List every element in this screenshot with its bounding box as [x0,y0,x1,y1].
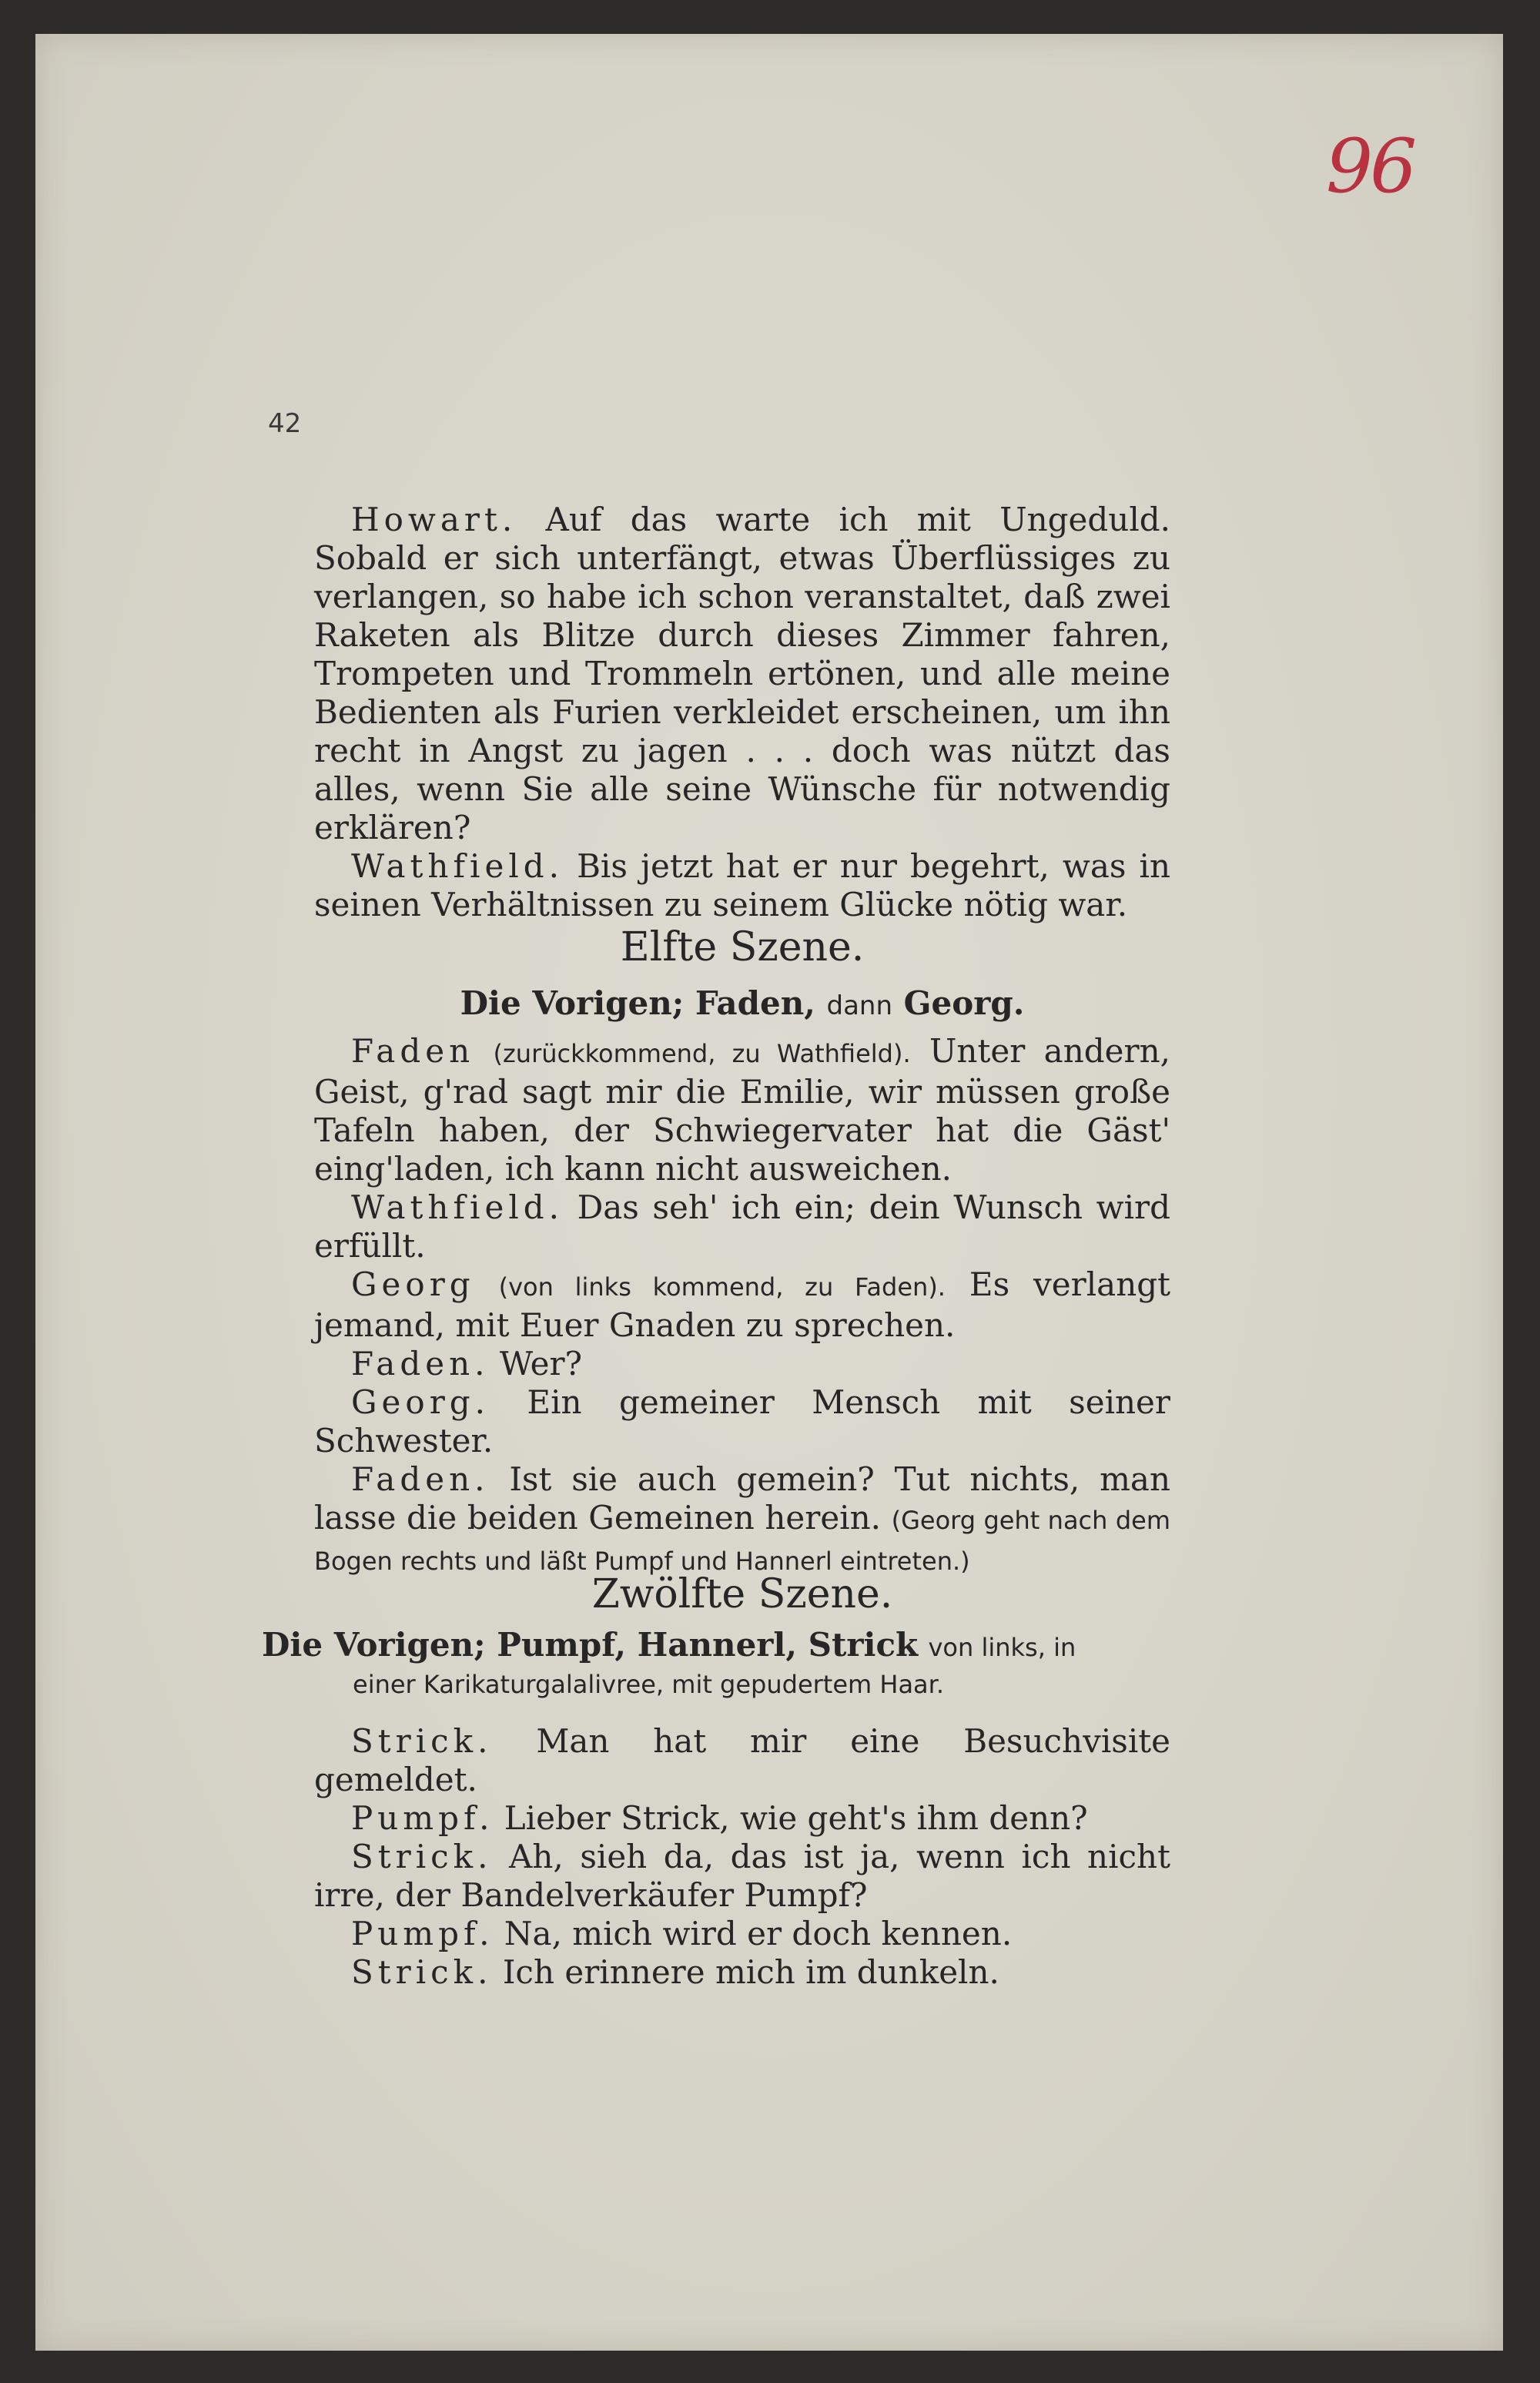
speaker-name: Georg. [351,1383,490,1421]
cast-list-end: Georg. [903,984,1025,1022]
speaker-name: Faden. [351,1460,490,1498]
stage-direction: (zurückkommend, zu Wathfield). [493,1039,911,1068]
dialogue-line [314,1722,1170,1799]
archive-number: 96 [1326,123,1414,209]
line-text: Na, mich wird er doch kennen. [504,1915,1013,1952]
page-number: 42 [268,408,302,439]
dialogue-line [314,1838,1170,1915]
scene-cast [314,984,1170,1022]
dialogue-block-1 [314,501,1170,924]
speaker-name: Strick. [351,1953,493,1991]
dialogue-line [314,1032,1170,1188]
line-text: Es verlangt jemand, mit Euer Gnaden zu sprechen. [314,1265,1171,1344]
speaker-name: Faden. [351,1345,490,1383]
speaker-name: Howart. [351,501,517,538]
dialogue-line [314,1265,1170,1345]
line-text: Ich erinnere mich im dunkeln. [502,1953,999,1991]
dialogue-line [314,1915,1170,1953]
dialogue-line [314,1188,1170,1265]
speaker-name: Georg [351,1265,475,1303]
cast-list: Die Vorigen; Faden, [460,984,815,1022]
scene-heading: Elfte Szene. [620,924,865,970]
stage-direction: (von links kommend, zu Faden). [498,1272,946,1302]
line-text: Das seh' ich ein; dein Wunsch wird erfüllt. [314,1188,1170,1265]
line-text: Bis jetzt hat er nur begehrt, was in seinen Verhältnissen zu seinem Glücke nötig war. [314,847,1170,923]
speaker-name: Wathfield. [351,1188,564,1226]
dialogue-line [314,1799,1170,1838]
line-text: Auf das warte ich mit Ungeduld. Sobald er sich unterfängt, etwas Überflüssiges zu verlangen, so habe ich schon veranstaltet, daß zwei Raketen als Blitze durch dieses Zimmer fahren, Trompeten und Trommeln ertönen, und alle meine Bedienten als Furien verkleidet erscheinen, um ihn recht in Angst zu jagen . . . doch was nützt das alles, wenn Sie alle seine Wünsche für notwendig erklären? [314,501,1170,846]
speaker-name: Strick. [351,1838,493,1875]
cast-connector: dann [826,990,893,1021]
line-text: Man hat mir eine Besuchvisite gemeldet. [314,1722,1170,1798]
dialogue-line [314,501,1170,847]
dialogue-line [314,1383,1170,1460]
scene-heading: Zwölfte Szene. [591,1571,893,1617]
dialogue-block-3 [314,1722,1170,1992]
cast-list: Die Vorigen; Pumpf, Hannerl, Strick [262,1626,919,1664]
speaker-name: Pumpf. [351,1915,494,1952]
dialogue-line [314,1460,1170,1580]
scene-cast [262,1627,1186,1703]
line-text: Wer? [499,1345,583,1383]
cast-direction: von links, in [928,1633,1076,1662]
line-text: Ist sie auch gemein? Tut nichts, man lasse die beiden Gemeinen herein. [314,1460,1170,1537]
dialogue-block-2 [314,1032,1170,1580]
line-text: Lieber Strick, wie geht's ihm denn? [504,1799,1088,1837]
speaker-name: Faden [351,1032,475,1070]
speaker-name: Wathfield. [351,847,564,885]
dialogue-line [314,847,1170,924]
line-text: Unter andern, Geist, g'rad sagt mir die Emilie, wir müssen große Tafeln haben, der Schwiegervater hat die Gäst' eing'laden, ich kann nicht ausweichen. [314,1032,1170,1188]
cast-direction-continued: einer Karikaturgalalivree, mit gepudertem Haar. [353,1670,945,1699]
line-text: Ah, sieh da, das ist ja, wenn ich nicht irre, der Bandelverkäufer Pumpf? [314,1838,1170,1914]
speaker-name: Strick. [351,1722,493,1760]
line-text: Ein gemeiner Mensch mit seiner Schwester. [314,1383,1170,1460]
dialogue-line [314,1345,1170,1383]
speaker-name: Pumpf. [351,1799,494,1837]
dialogue-line [314,1953,1170,1992]
stage-direction: (Georg geht nach dem Bogen rechts und läßt Pumpf und Hannerl eintreten.) [314,1506,1170,1576]
